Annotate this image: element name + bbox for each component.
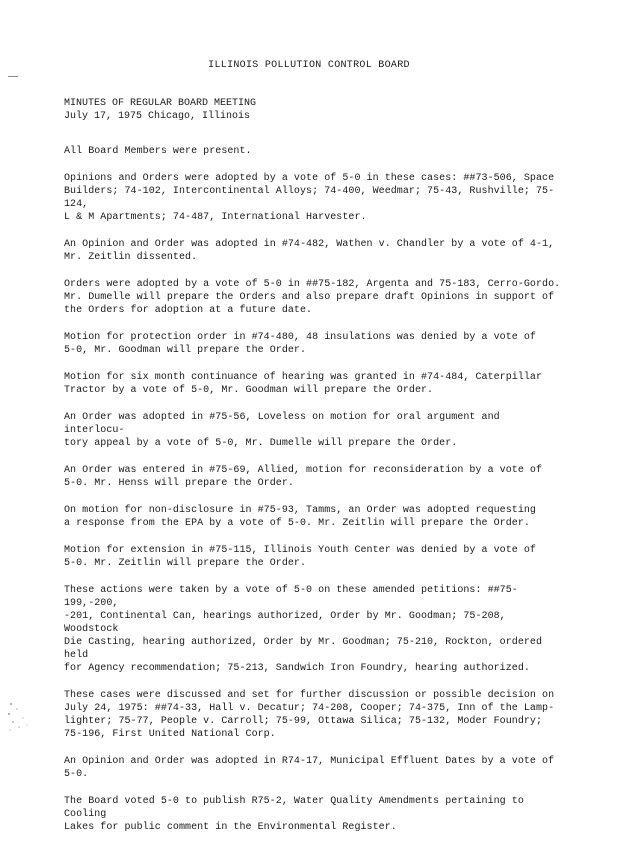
paragraph-allied: An Order was entered in #75-69, Allied, motion for reconsideration by a vote of 5-0. Mr. Henss will prepare the Order. bbox=[64, 465, 543, 489]
minutes-heading-line-2: July 17, 1975 Chicago, Illinois bbox=[64, 111, 251, 122]
scan-speckle-artifact bbox=[5, 700, 35, 734]
paragraph-orders-adopted: Orders were adopted by a vote of 5-0 in ##75-182, Argenta and 75-183, Cerro-Gordo. Mr. Dumelle will prepare the Orders and also prepare draft Opinions in support of the Orders for adoption at a future date. bbox=[64, 279, 561, 316]
minutes-heading-line-1: MINUTES OF REGULAR BOARD MEETING bbox=[64, 98, 257, 109]
paragraph-youth-center: Motion for extension in #75-115, Illinois Youth Center was denied by a vote of 5-0. Mr. Zeitlin will prepare the Order. bbox=[64, 545, 536, 569]
paragraph-amended-petitions: These actions were taken by a vote of 5-0 on these amended petitions: ##75-199,-200, -201, Continental Can, hearings authorized, Order by Mr. Goodman; 75-208, Woodstock Die Casting, hearing authorized, Order by Mr. Goodman; 75-210, Rockton, ordered held for Agency recommendation; 75-213, Sandwich Iron Foundry, hearing authorized. bbox=[64, 585, 543, 674]
document-title: ILLINOIS POLLUTION CONTROL BOARD bbox=[208, 60, 410, 71]
minutes-heading bbox=[64, 97, 256, 123]
paragraph-cases-discussed: These cases were discussed and set for further discussion or possible decision on July 24, 1975: ##74-33, Hall v. Decatur; 74-208, Cooper; 74-375, Inn of the Lamp- lighter; 75-77, People v. Carroll; 75-99, Ottawa Silica; 75-132, Moder Foundry; 75-196, First United National Corp. bbox=[64, 690, 555, 740]
paragraph-continuance: Motion for six month continuance of hearing was granted in #74-484, Caterpillar Tractor by a vote of 5-0, Mr. Goodman will prepare the Order. bbox=[64, 372, 543, 396]
paragraph-loveless: An Order was adopted in #75-56, Loveless on motion for oral argument and interlocu- tory appeal by a vote of 5-0, Mr. Dumelle will prepare the Order. bbox=[64, 412, 500, 449]
paragraph-water-quality: The Board voted 5-0 to publish R75-2, Water Quality Amendments pertaining to Cooling Lakes for public comment in the Environmental Register. bbox=[64, 796, 524, 833]
minutes-body bbox=[64, 145, 564, 848]
paragraph-attendance: All Board Members were present. bbox=[64, 146, 252, 157]
paragraph-municipal-effluent: An Opinion and Order was adopted in R74-17, Municipal Effluent Dates by a vote of 5-0. bbox=[64, 756, 555, 780]
scan-mark bbox=[8, 76, 18, 77]
paragraph-tamms: On motion for non-disclosure in #75-93, Tamms, an Order was adopted requesting a response from the EPA by a vote of 5-0. Mr. Zeitlin will prepare the Order. bbox=[64, 505, 536, 529]
paragraph-protection-order: Motion for protection order in #74-480, 48 insulations was denied by a vote of 5-0, Mr. Goodman will prepare the Order. bbox=[64, 332, 536, 356]
paragraph-opinions-adopted: Opinions and Orders were adopted by a vote of 5-0 in these cases: ##73-506, Space Builders; 74-102, Intercontinental Alloys; 74-400, Weedmar; 75-43, Rushville; 75-124, L & M Apartments; 74-487, International Harvester. bbox=[64, 173, 555, 223]
paragraph-wathen: An Opinion and Order was adopted in #74-482, Wathen v. Chandler by a vote of 4-1, Mr. Zeitlin dissented. bbox=[64, 239, 555, 263]
